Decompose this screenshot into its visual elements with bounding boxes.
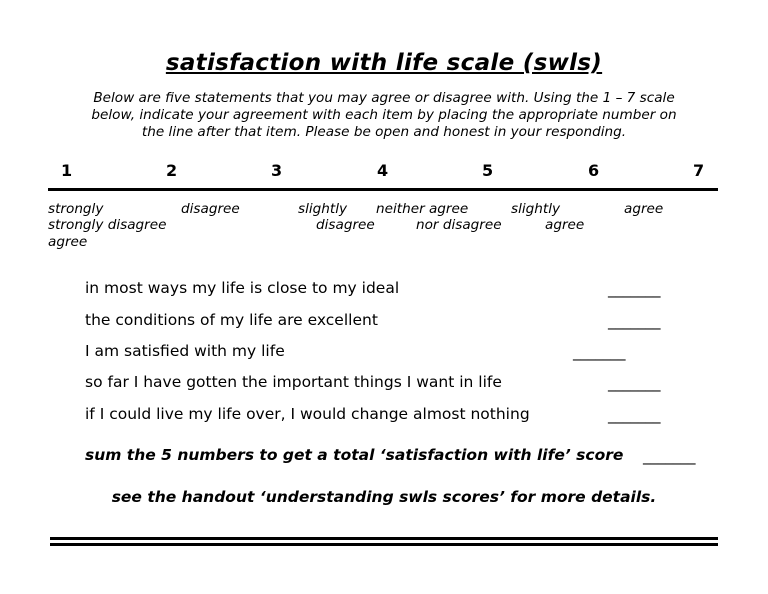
scale-anchor-label: agree	[48, 234, 88, 250]
scale-number-7: 7	[693, 161, 705, 180]
item-1-answer-blank[interactable]: _______	[608, 280, 661, 298]
item-3-text: I am satisfied with my life	[85, 342, 285, 360]
scale-anchor-label: disagree	[316, 217, 375, 233]
item-1-text: in most ways my life is close to my ideal	[85, 279, 400, 297]
footer-double-rule	[50, 537, 718, 546]
item-4-answer-blank[interactable]: _______	[608, 374, 661, 392]
handout-note: see the handout ‘understanding swls scores’ for more details.	[111, 488, 657, 506]
scale-number-1: 1	[61, 161, 73, 180]
scale-anchor-label: disagree	[181, 201, 240, 217]
scale-number-2: 2	[166, 161, 178, 180]
instructions-line: Below are five statements that you may agree or disagree with. Using the 1 – 7 scale	[93, 90, 675, 106]
item-4-text: so far I have gotten the important things I want in life	[85, 373, 502, 391]
scale-number-4: 4	[377, 161, 389, 180]
scale-anchor-label: agree	[624, 201, 664, 217]
scale-anchor-label: strongly disagree	[48, 217, 167, 233]
item-2-answer-blank[interactable]: _______	[608, 312, 661, 330]
scale-number-5: 5	[482, 161, 494, 180]
instructions-line: the line after that item. Please be open and honest in your responding.	[141, 124, 627, 140]
item-5-text: if I could live my life over, I would change almost nothing	[85, 405, 530, 423]
scale-anchor-label: slightly	[511, 201, 561, 217]
item-5-answer-blank[interactable]: _______	[608, 406, 661, 424]
item-3-answer-blank[interactable]: _______	[573, 343, 626, 361]
scale-anchor-label: strongly	[48, 201, 104, 217]
scale-number-3: 3	[271, 161, 283, 180]
sum-instruction: sum the 5 numbers to get a total ‘satisfaction with life’ score	[85, 446, 624, 464]
scale-number-6: 6	[588, 161, 600, 180]
item-2-text: the conditions of my life are excellent	[85, 311, 378, 329]
scale-anchor-label: slightly	[298, 201, 348, 217]
total-score-blank[interactable]: _______	[643, 447, 696, 465]
instructions-line: below, indicate your agreement with each item by placing the appropriate number on	[91, 107, 677, 123]
scale-anchor-label: agree	[545, 217, 585, 233]
instructions	[48, 90, 720, 141]
scale-divider	[48, 188, 718, 191]
scale-anchor-label: neither agree	[376, 201, 469, 217]
page-title: satisfaction with life scale (swls)	[165, 50, 603, 76]
scale-anchor-label: nor disagree	[416, 217, 502, 233]
